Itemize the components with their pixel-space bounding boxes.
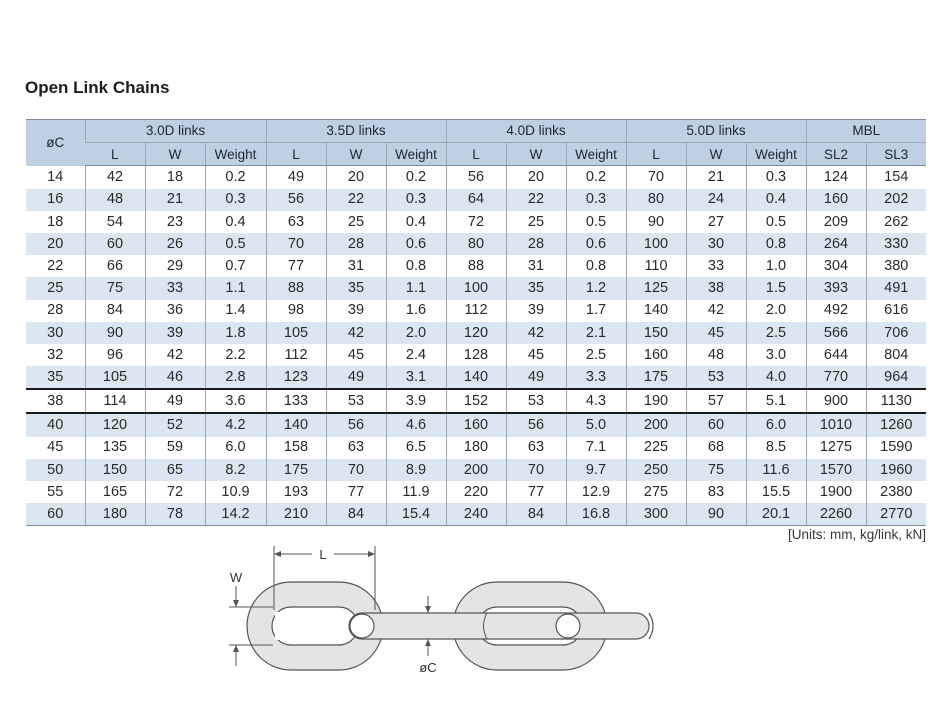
table-cell: 20 bbox=[326, 166, 386, 189]
table-cell: 275 bbox=[626, 481, 686, 503]
table-cell: 42 bbox=[85, 166, 145, 189]
table-cell: 202 bbox=[866, 189, 926, 211]
table-row bbox=[26, 189, 926, 211]
page-title: Open Link Chains bbox=[25, 78, 170, 97]
table-cell: 160 bbox=[806, 189, 866, 211]
diameter-cell: 25 bbox=[26, 277, 85, 299]
diameter-cell: 14 bbox=[26, 166, 85, 189]
diameter-cell: 38 bbox=[26, 389, 85, 413]
table-cell: 2.5 bbox=[746, 322, 806, 344]
table-cell: 46 bbox=[145, 366, 205, 389]
table-cell: 616 bbox=[866, 300, 926, 322]
group-header-5d: 5.0D links bbox=[626, 120, 806, 143]
table-cell: 644 bbox=[806, 344, 866, 366]
table-cell: 49 bbox=[266, 166, 326, 189]
diameter-label: øC bbox=[419, 660, 437, 675]
table-cell: 0.2 bbox=[566, 166, 626, 189]
table-cell: 900 bbox=[806, 389, 866, 413]
table-cell: 0.8 bbox=[386, 255, 446, 277]
table-cell: 1.4 bbox=[205, 300, 266, 322]
table-cell: 120 bbox=[446, 322, 506, 344]
column-header: W bbox=[326, 143, 386, 166]
diameter-cell: 45 bbox=[26, 437, 85, 459]
table-cell: 120 bbox=[85, 413, 145, 436]
table-cell: 66 bbox=[85, 255, 145, 277]
diameter-cell: 35 bbox=[26, 366, 85, 389]
table-cell: 98 bbox=[266, 300, 326, 322]
table-cell: 4.6 bbox=[386, 413, 446, 436]
table-cell: 70 bbox=[626, 166, 686, 189]
diameter-cell: 50 bbox=[26, 459, 85, 481]
table-cell: 21 bbox=[686, 166, 746, 189]
table-cell: 42 bbox=[145, 344, 205, 366]
diameter-cell: 60 bbox=[26, 503, 85, 526]
table-row bbox=[26, 233, 926, 255]
table-cell: 70 bbox=[266, 233, 326, 255]
table-cell: 1010 bbox=[806, 413, 866, 436]
table-cell: 175 bbox=[266, 459, 326, 481]
table-cell: 72 bbox=[446, 211, 506, 233]
table-cell: 0.6 bbox=[566, 233, 626, 255]
table-cell: 3.1 bbox=[386, 366, 446, 389]
table-cell: 49 bbox=[145, 389, 205, 413]
group-header-3-5d: 3.5D links bbox=[266, 120, 446, 143]
table-cell: 225 bbox=[626, 437, 686, 459]
table-cell: 2.1 bbox=[566, 322, 626, 344]
table-cell: 75 bbox=[686, 459, 746, 481]
table-cell: 25 bbox=[326, 211, 386, 233]
table-cell: 12.9 bbox=[566, 481, 626, 503]
column-header: SL2 bbox=[806, 143, 866, 166]
table-cell: 240 bbox=[446, 503, 506, 526]
table-cell: 330 bbox=[866, 233, 926, 255]
table-cell: 78 bbox=[145, 503, 205, 526]
table-cell: 77 bbox=[506, 481, 566, 503]
table-cell: 2380 bbox=[866, 481, 926, 503]
table-row bbox=[26, 277, 926, 299]
table-cell: 1260 bbox=[866, 413, 926, 436]
table-cell: 42 bbox=[506, 322, 566, 344]
column-header: Weight bbox=[386, 143, 446, 166]
table-cell: 4.2 bbox=[205, 413, 266, 436]
column-header: W bbox=[506, 143, 566, 166]
column-header: L bbox=[266, 143, 326, 166]
table-cell: 128 bbox=[446, 344, 506, 366]
table-cell: 33 bbox=[145, 277, 205, 299]
column-header: SL3 bbox=[866, 143, 926, 166]
table-cell: 380 bbox=[866, 255, 926, 277]
column-header: W bbox=[145, 143, 205, 166]
table-cell: 0.4 bbox=[746, 189, 806, 211]
table-cell: 1.5 bbox=[746, 277, 806, 299]
table-cell: 2260 bbox=[806, 503, 866, 526]
table-cell: 45 bbox=[506, 344, 566, 366]
table-cell: 83 bbox=[686, 481, 746, 503]
table-cell: 63 bbox=[326, 437, 386, 459]
table-cell: 64 bbox=[446, 189, 506, 211]
table-cell: 77 bbox=[266, 255, 326, 277]
table-cell: 70 bbox=[506, 459, 566, 481]
table-row bbox=[26, 389, 926, 413]
table-cell: 165 bbox=[85, 481, 145, 503]
table-cell: 1.7 bbox=[566, 300, 626, 322]
table-row bbox=[26, 413, 926, 436]
table-cell: 63 bbox=[506, 437, 566, 459]
table-cell: 1.8 bbox=[205, 322, 266, 344]
table-cell: 304 bbox=[806, 255, 866, 277]
table-cell: 22 bbox=[506, 189, 566, 211]
table-cell: 3.9 bbox=[386, 389, 446, 413]
table-cell: 53 bbox=[686, 366, 746, 389]
table-cell: 3.3 bbox=[566, 366, 626, 389]
units-note: [Units: mm, kg/link, kN] bbox=[787, 527, 926, 542]
table-cell: 90 bbox=[686, 503, 746, 526]
table-row bbox=[26, 459, 926, 481]
table-cell: 72 bbox=[145, 481, 205, 503]
diameter-cell: 30 bbox=[26, 322, 85, 344]
table-cell: 42 bbox=[686, 300, 746, 322]
table-cell: 96 bbox=[85, 344, 145, 366]
table-row bbox=[26, 211, 926, 233]
table-cell: 300 bbox=[626, 503, 686, 526]
table-cell: 112 bbox=[266, 344, 326, 366]
table-cell: 29 bbox=[145, 255, 205, 277]
table-cell: 39 bbox=[326, 300, 386, 322]
table-cell: 48 bbox=[85, 189, 145, 211]
table-row bbox=[26, 322, 926, 344]
table-cell: 48 bbox=[686, 344, 746, 366]
table-cell: 45 bbox=[686, 322, 746, 344]
table-cell: 175 bbox=[626, 366, 686, 389]
table-cell: 56 bbox=[326, 413, 386, 436]
table-cell: 27 bbox=[686, 211, 746, 233]
table-cell: 152 bbox=[446, 389, 506, 413]
table-cell: 193 bbox=[266, 481, 326, 503]
table-cell: 6.0 bbox=[205, 437, 266, 459]
table-cell: 53 bbox=[326, 389, 386, 413]
table-cell: 33 bbox=[686, 255, 746, 277]
table-cell: 0.2 bbox=[386, 166, 446, 189]
table-cell: 0.3 bbox=[205, 189, 266, 211]
table-cell: 1130 bbox=[866, 389, 926, 413]
table-cell: 15.5 bbox=[746, 481, 806, 503]
table-cell: 77 bbox=[326, 481, 386, 503]
table-cell: 20.1 bbox=[746, 503, 806, 526]
table-cell: 4.3 bbox=[566, 389, 626, 413]
table-cell: 804 bbox=[866, 344, 926, 366]
table-cell: 35 bbox=[506, 277, 566, 299]
width-label: W bbox=[229, 570, 243, 585]
table-cell: 1.1 bbox=[205, 277, 266, 299]
table-cell: 14.2 bbox=[205, 503, 266, 526]
table-cell: 36 bbox=[145, 300, 205, 322]
diameter-cell: 16 bbox=[26, 189, 85, 211]
column-header: Weight bbox=[205, 143, 266, 166]
diameter-cell: 20 bbox=[26, 233, 85, 255]
diameter-cell: 18 bbox=[26, 211, 85, 233]
table-cell: 90 bbox=[626, 211, 686, 233]
table-cell: 124 bbox=[806, 166, 866, 189]
diameter-cell: 28 bbox=[26, 300, 85, 322]
table-row bbox=[26, 344, 926, 366]
table-cell: 5.1 bbox=[746, 389, 806, 413]
table-cell: 57 bbox=[686, 389, 746, 413]
table-cell: 5.0 bbox=[566, 413, 626, 436]
table-cell: 42 bbox=[326, 322, 386, 344]
diameter-cell: 55 bbox=[26, 481, 85, 503]
table-cell: 84 bbox=[506, 503, 566, 526]
table-cell: 158 bbox=[266, 437, 326, 459]
table-cell: 56 bbox=[266, 189, 326, 211]
table-cell: 30 bbox=[686, 233, 746, 255]
table-cell: 23 bbox=[145, 211, 205, 233]
table-cell: 110 bbox=[626, 255, 686, 277]
table-cell: 0.4 bbox=[205, 211, 266, 233]
table-cell: 123 bbox=[266, 366, 326, 389]
table-subheader-row bbox=[26, 143, 926, 166]
table-cell: 770 bbox=[806, 366, 866, 389]
table-row bbox=[26, 166, 926, 189]
group-header-4d: 4.0D links bbox=[446, 120, 626, 143]
table-cell: 53 bbox=[506, 389, 566, 413]
table-cell: 190 bbox=[626, 389, 686, 413]
table-cell: 21 bbox=[145, 189, 205, 211]
table-cell: 100 bbox=[626, 233, 686, 255]
table-cell: 49 bbox=[326, 366, 386, 389]
table-cell: 135 bbox=[85, 437, 145, 459]
table-cell: 220 bbox=[446, 481, 506, 503]
table-cell: 28 bbox=[326, 233, 386, 255]
table-cell: 209 bbox=[806, 211, 866, 233]
table-row bbox=[26, 481, 926, 503]
table-cell: 0.5 bbox=[746, 211, 806, 233]
table-cell: 28 bbox=[506, 233, 566, 255]
table-cell: 26 bbox=[145, 233, 205, 255]
table-cell: 0.3 bbox=[386, 189, 446, 211]
table-cell: 8.2 bbox=[205, 459, 266, 481]
table-cell: 3.6 bbox=[205, 389, 266, 413]
table-cell: 154 bbox=[866, 166, 926, 189]
table-cell: 262 bbox=[866, 211, 926, 233]
table-cell: 264 bbox=[806, 233, 866, 255]
table-cell: 11.6 bbox=[746, 459, 806, 481]
table-cell: 0.6 bbox=[386, 233, 446, 255]
table-group-header-row bbox=[26, 120, 926, 143]
table-cell: 0.4 bbox=[386, 211, 446, 233]
table-cell: 0.5 bbox=[205, 233, 266, 255]
table-cell: 15.4 bbox=[386, 503, 446, 526]
table-cell: 1960 bbox=[866, 459, 926, 481]
table-cell: 0.2 bbox=[205, 166, 266, 189]
table-row bbox=[26, 300, 926, 322]
table-cell: 393 bbox=[806, 277, 866, 299]
column-header: L bbox=[446, 143, 506, 166]
table-cell: 1570 bbox=[806, 459, 866, 481]
table-cell: 8.9 bbox=[386, 459, 446, 481]
table-cell: 250 bbox=[626, 459, 686, 481]
table-cell: 180 bbox=[446, 437, 506, 459]
table-cell: 7.1 bbox=[566, 437, 626, 459]
chain-link-diagram bbox=[215, 540, 675, 680]
table-cell: 1275 bbox=[806, 437, 866, 459]
table-cell: 54 bbox=[85, 211, 145, 233]
table-cell: 18 bbox=[145, 166, 205, 189]
table-cell: 1.1 bbox=[386, 277, 446, 299]
table-row bbox=[26, 255, 926, 277]
table-cell: 65 bbox=[145, 459, 205, 481]
diameter-cell: 22 bbox=[26, 255, 85, 277]
table-cell: 84 bbox=[326, 503, 386, 526]
table-cell: 0.8 bbox=[746, 233, 806, 255]
table-cell: 150 bbox=[626, 322, 686, 344]
table-cell: 100 bbox=[446, 277, 506, 299]
column-header: Weight bbox=[746, 143, 806, 166]
table-cell: 0.5 bbox=[566, 211, 626, 233]
table-cell: 60 bbox=[85, 233, 145, 255]
table-cell: 2.0 bbox=[386, 322, 446, 344]
table-cell: 200 bbox=[626, 413, 686, 436]
table-cell: 88 bbox=[446, 255, 506, 277]
chain-spec-table bbox=[26, 119, 926, 526]
table-cell: 0.7 bbox=[205, 255, 266, 277]
table-cell: 68 bbox=[686, 437, 746, 459]
table-cell: 1900 bbox=[806, 481, 866, 503]
table-cell: 112 bbox=[446, 300, 506, 322]
table-cell: 6.0 bbox=[746, 413, 806, 436]
table-cell: 1.0 bbox=[746, 255, 806, 277]
table-cell: 492 bbox=[806, 300, 866, 322]
table-cell: 56 bbox=[506, 413, 566, 436]
table-cell: 75 bbox=[85, 277, 145, 299]
table-cell: 60 bbox=[686, 413, 746, 436]
table-cell: 31 bbox=[506, 255, 566, 277]
table-cell: 114 bbox=[85, 389, 145, 413]
table-cell: 6.5 bbox=[386, 437, 446, 459]
table-cell: 31 bbox=[326, 255, 386, 277]
table-row bbox=[26, 503, 926, 526]
table-cell: 45 bbox=[326, 344, 386, 366]
table-cell: 105 bbox=[266, 322, 326, 344]
table-cell: 491 bbox=[866, 277, 926, 299]
table-row bbox=[26, 437, 926, 459]
table-cell: 80 bbox=[626, 189, 686, 211]
length-label: L bbox=[319, 547, 327, 562]
table-cell: 125 bbox=[626, 277, 686, 299]
table-cell: 52 bbox=[145, 413, 205, 436]
table-cell: 2.2 bbox=[205, 344, 266, 366]
table-cell: 4.0 bbox=[746, 366, 806, 389]
table-cell: 180 bbox=[85, 503, 145, 526]
table-cell: 3.0 bbox=[746, 344, 806, 366]
table-cell: 38 bbox=[686, 277, 746, 299]
table-cell: 49 bbox=[506, 366, 566, 389]
table-cell: 25 bbox=[506, 211, 566, 233]
diameter-cell: 32 bbox=[26, 344, 85, 366]
table-cell: 160 bbox=[626, 344, 686, 366]
group-header-3d: 3.0D links bbox=[85, 120, 266, 143]
table-cell: 9.7 bbox=[566, 459, 626, 481]
table-cell: 105 bbox=[85, 366, 145, 389]
table-cell: 20 bbox=[506, 166, 566, 189]
group-header-mbl: MBL bbox=[806, 120, 926, 143]
table-cell: 16.8 bbox=[566, 503, 626, 526]
table-cell: 140 bbox=[446, 366, 506, 389]
table-cell: 2.5 bbox=[566, 344, 626, 366]
table-cell: 133 bbox=[266, 389, 326, 413]
column-header: W bbox=[686, 143, 746, 166]
table-cell: 88 bbox=[266, 277, 326, 299]
diameter-cell: 40 bbox=[26, 413, 85, 436]
table-cell: 90 bbox=[85, 322, 145, 344]
table-cell: 35 bbox=[326, 277, 386, 299]
table-cell: 200 bbox=[446, 459, 506, 481]
table-cell: 2.4 bbox=[386, 344, 446, 366]
table-cell: 56 bbox=[446, 166, 506, 189]
table-cell: 70 bbox=[326, 459, 386, 481]
table-cell: 2.8 bbox=[205, 366, 266, 389]
diameter-header: øC bbox=[26, 120, 85, 166]
table-cell: 24 bbox=[686, 189, 746, 211]
column-header: Weight bbox=[566, 143, 626, 166]
table-cell: 566 bbox=[806, 322, 866, 344]
table-cell: 80 bbox=[446, 233, 506, 255]
column-header: L bbox=[626, 143, 686, 166]
table-cell: 8.5 bbox=[746, 437, 806, 459]
table-cell: 2.0 bbox=[746, 300, 806, 322]
table-cell: 2770 bbox=[866, 503, 926, 526]
table-cell: 39 bbox=[506, 300, 566, 322]
table-cell: 0.3 bbox=[746, 166, 806, 189]
table-cell: 140 bbox=[266, 413, 326, 436]
table-cell: 964 bbox=[866, 366, 926, 389]
table-row bbox=[26, 366, 926, 389]
table-cell: 0.8 bbox=[566, 255, 626, 277]
table-cell: 150 bbox=[85, 459, 145, 481]
table-cell: 1.2 bbox=[566, 277, 626, 299]
table-cell: 59 bbox=[145, 437, 205, 459]
table-cell: 706 bbox=[866, 322, 926, 344]
table-cell: 1590 bbox=[866, 437, 926, 459]
table-cell: 160 bbox=[446, 413, 506, 436]
table-cell: 0.3 bbox=[566, 189, 626, 211]
table-cell: 11.9 bbox=[386, 481, 446, 503]
table-cell: 210 bbox=[266, 503, 326, 526]
table-cell: 63 bbox=[266, 211, 326, 233]
table-cell: 10.9 bbox=[205, 481, 266, 503]
table-cell: 140 bbox=[626, 300, 686, 322]
column-header: L bbox=[85, 143, 145, 166]
table-cell: 39 bbox=[145, 322, 205, 344]
table-cell: 1.6 bbox=[386, 300, 446, 322]
table-cell: 22 bbox=[326, 189, 386, 211]
table-cell: 84 bbox=[85, 300, 145, 322]
